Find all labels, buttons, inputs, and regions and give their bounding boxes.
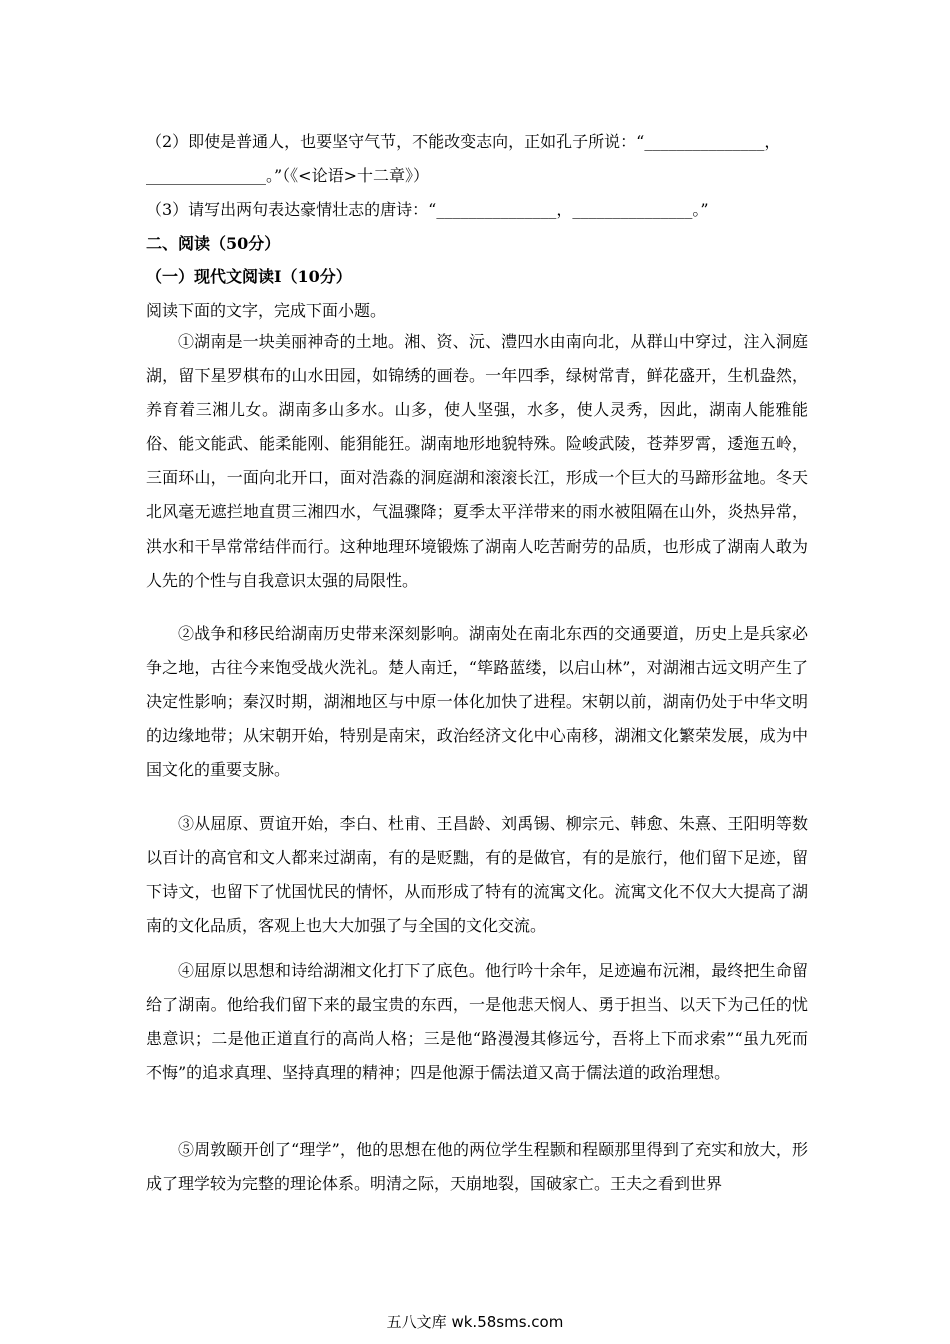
page-footer xyxy=(0,1311,950,1332)
paragraph-2: ②战争和移民给湖南历史带来深刻影响。湖南处在南北东西的交通要道，历史上是兵家必争之地，古往今来饱受战火洗礼。楚人南迁，“筚路蓝缕，以启山林”，对湖湘古远文明产生了决定性影响；秦汉时期，湖湘地区与中原一体化加快了进程。宋朝以前，湖南仍处于中华文明的边缘地带；从宋朝开始，特别是南宋，政治经济文化中心南移，湖湘文化繁荣发展，成为中国文化的重要支脉。 xyxy=(146,624,808,780)
paragraph-3: ③从屈原、贾谊开始，李白、杜甫、王昌龄、刘禹锡、柳宗元、韩愈、朱熹、王阳明等数以百计的高官和文人都来过湖南，有的是贬黜，有的是做官，有的是旅行，他们留下足迹，留下诗文，也留下了忧国忧民的情怀，从而形成了特有的流寓文化。流寓文化不仅大大提高了湖南的文化品质，客观上也大大加强了与全国的文化交流。 xyxy=(146,814,808,936)
question-2-line-2: _______________。”（《<论语>十二章》） xyxy=(146,166,429,185)
question-2-line-1: （2）即使是普通人，也要坚守气节，不能改变志向，正如孔子所说：“_______________， xyxy=(146,132,781,151)
paragraph-1: ①湖南是一块美丽神奇的土地。湘、资、沅、澧四水由南向北，从群山中穿过，注入洞庭湖，留下星罗棋布的山水田园，如锦绣的画卷。一年四季，绿树常青，鲜花盛开，生机盎然，养育着三湘儿女。湖南多山多水。山多，使人坚强，水多，使人灵秀，因此，湖南人能雅能俗、能文能武、能柔能刚、能狷能狂。湖南地形地貌特殊。险峻武陵，苍莽罗霄，逶迤五岭，三面环山，一面向北开口，面对浩淼的洞庭湖和滚滚长江，形成一个巨大的马蹄形盆地。冬天北风毫无遮拦地直贯三湘四水，气温骤降；夏季太平洋带来的雨水被阻隔在山外，炎热异常，洪水和干旱常常结伴而行。这种地理环境锻炼了湖南人吃苦耐劳的品质，也形成了湖南人敢为人先的个性与自我意识太强的局限性。 xyxy=(146,332,808,590)
section-title: 二、阅读（50分） xyxy=(146,234,281,253)
footer-url[interactable]: wk.58sms.com xyxy=(451,1313,564,1331)
question-3: （3）请写出两句表达豪情壮志的唐诗：“_______________，_______________。” xyxy=(146,200,709,219)
paragraph-4: ④屈原以思想和诗给湖湘文化打下了底色。他行吟十余年，足迹遍布沅湘，最终把生命留给了湖南。他给我们留下来的最宝贵的东西，一是他悲天悯人、勇于担当、以天下为己任的忧患意识；二是他正道直行的高尚人格；三是他“路漫漫其修远兮，吾将上下而求索”“虽九死而不悔”的追求真理、坚持真理的精神；四是他源于儒法道又高于儒法道的政治理想。 xyxy=(146,961,808,1083)
footer-brand: 五八文库 xyxy=(386,1313,447,1331)
paragraph-5: ⑤周敦颐开创了“理学”，他的思想在他的两位学生程颢和程颐那里得到了充实和放大，形成了理学较为完整的理论体系。明清之际，天崩地裂，国破家亡。王夫之看到世界 xyxy=(146,1140,808,1194)
section-subtitle: （一）现代文阅读Ⅰ（10分） xyxy=(146,267,352,286)
reading-instruction: 阅读下面的文字，完成下面小题。 xyxy=(146,301,387,320)
